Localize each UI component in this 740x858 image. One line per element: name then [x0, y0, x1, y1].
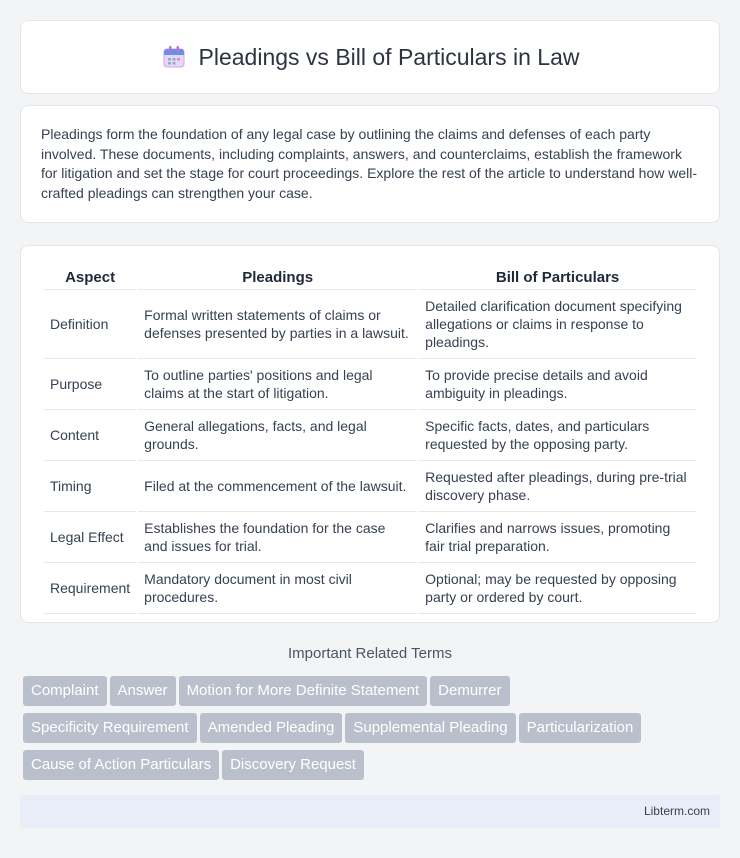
- calendar-icon: [161, 44, 187, 70]
- pleadings-cell: Formal written statements of claims or defenses presented by parties in a lawsuit.: [138, 290, 417, 359]
- intro-text: Pleadings form the foundation of any legal case by outlining the claims and defenses of each party involved. These documents, including complaints, answers, and counterclaims, establish the framework for litigation and set the stage for court proceedings. Explore the rest of the article to understand how well-crafted pleadings can strengthen your case.: [41, 126, 698, 201]
- bill-cell: Clarifies and narrows issues, promoting fair trial preparation.: [419, 512, 696, 563]
- tag-cause-of-action-particulars[interactable]: Cause of Action Particulars: [23, 750, 219, 780]
- aspect-cell: Requirement: [44, 563, 136, 614]
- header-aspect: Aspect: [44, 266, 136, 290]
- header-pleadings: Pleadings: [138, 266, 417, 290]
- aspect-cell: Purpose: [44, 359, 136, 410]
- comparison-table: [42, 266, 698, 614]
- tag-demurrer[interactable]: Demurrer: [430, 676, 509, 706]
- title-card: [20, 20, 720, 94]
- pleadings-cell: Filed at the commencement of the lawsuit.: [138, 461, 417, 512]
- tag-particularization[interactable]: Particularization: [519, 713, 642, 743]
- pleadings-cell: General allegations, facts, and legal grounds.: [138, 410, 417, 461]
- page-title: Pleadings vs Bill of Particulars in Law: [198, 43, 580, 70]
- table-row: [44, 410, 696, 461]
- bill-cell: To provide precise details and avoid ambiguity in pleadings.: [419, 359, 696, 410]
- table-row: [44, 563, 696, 614]
- tag-amended-pleading[interactable]: Amended Pleading: [200, 713, 343, 743]
- related-terms-tags: [23, 676, 723, 787]
- footer-site-link[interactable]: Libterm.com: [643, 804, 710, 818]
- tag-specificity-requirement[interactable]: Specificity Requirement: [23, 713, 197, 743]
- comparison-table-card: [20, 245, 720, 623]
- table-row: [44, 461, 696, 512]
- related-terms-title: Important Related Terms: [288, 645, 452, 662]
- bill-cell: Detailed clarification document specifying allegations or claims in response to pleadings.: [419, 290, 696, 359]
- table-header-row: [44, 266, 696, 290]
- intro-card: [20, 105, 720, 223]
- tag-supplemental-pleading[interactable]: Supplemental Pleading: [345, 713, 515, 743]
- table-row: [44, 512, 696, 563]
- table-row: [44, 359, 696, 410]
- pleadings-cell: Mandatory document in most civil procedures.: [138, 563, 417, 614]
- pleadings-cell: Establishes the foundation for the case and issues for trial.: [138, 512, 417, 563]
- aspect-cell: Legal Effect: [44, 512, 136, 563]
- footer: [20, 795, 720, 828]
- aspect-cell: Content: [44, 410, 136, 461]
- tag-answer[interactable]: Answer: [110, 676, 176, 706]
- aspect-cell: Definition: [44, 290, 136, 359]
- pleadings-cell: To outline parties' positions and legal claims at the start of litigation.: [138, 359, 417, 410]
- header-bill-of-particulars: Bill of Particulars: [419, 266, 696, 290]
- bill-cell: Optional; may be requested by opposing party or ordered by court.: [419, 563, 696, 614]
- tag-discovery-request[interactable]: Discovery Request: [222, 750, 364, 780]
- table-row: [44, 290, 696, 359]
- tag-complaint[interactable]: Complaint: [23, 676, 107, 706]
- bill-cell: Specific facts, dates, and particulars requested by the opposing party.: [419, 410, 696, 461]
- aspect-cell: Timing: [44, 461, 136, 512]
- tag-motion-more-definite-statement[interactable]: Motion for More Definite Statement: [179, 676, 428, 706]
- bill-cell: Requested after pleadings, during pre-trial discovery phase.: [419, 461, 696, 512]
